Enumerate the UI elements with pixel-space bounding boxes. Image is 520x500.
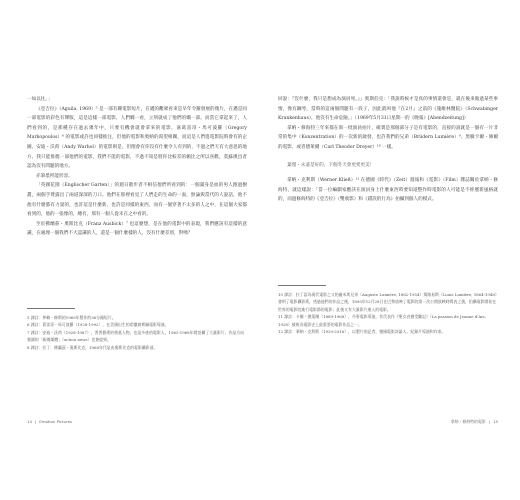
paragraph: 拿納・克利斯（Werner Kließ）¹¹ 在德國《時代》（Zeit）週報和《電影》（Film）雜誌關於拿納・修海特，就這樣說：「當一位編劇家應該在演員身上什麼東西時要知道整作時電影的人可能是不經歷新風格就的，而過修海特的《亞吉拉》（雙收影）和《錯誤的行為》拍攝到個人的模式。 [278, 178, 498, 203]
right-page [278, 95, 498, 450]
right-body-text [278, 95, 498, 153]
footnote: 12 譯註：華納・克利斯（1939-2016），以製片的記者、德國電影評論人、紀錄片導演和作家。 [278, 329, 446, 335]
page-number: 15 [493, 419, 498, 424]
footnote: 6 譯註：葛雷哥・馬可波羅（1928-1992），在美國出生的希臘裔實驗電影導演。 [27, 322, 169, 328]
block-quote: 葉瑾・永遠是好的，下個冬天會更愛更美！ [287, 162, 375, 168]
left-folio [27, 419, 72, 424]
folio-separator: | [488, 419, 491, 424]
footnote-rule [27, 308, 75, 309]
running-title: 拿納・修海特的電影 [450, 419, 486, 424]
footnote: 10 譯註：拉丁語為現代電影之父的盧米埃兄弟（Auguste Lumière, 1862-1954）與路易斯（Louis Lumière, 1864-1948）發明了電影攝影術，透過他們的作品之後，1895年12月28日在巴黎放映了電影院第一次公開放映時間表之後，拍攝電影開始在世界的電影院進行電影節的電影；此後又有大量影片進入的電影。 [278, 292, 497, 312]
right-footnotes [278, 285, 498, 335]
folio-separator: | [34, 419, 37, 424]
paragraph: 一如以往。」 [27, 97, 53, 102]
footnote: 5 譯註：參賴・修斯的1969年製作的36分鐘短片。 [27, 315, 116, 320]
paragraph: 「英國花園（Englischer Garten）」的週日散步者不相信他們所看到的：一個滿身是血的男人跑過樹叢，兩個手臂露出了兩道深深的刀口。他們在那裡看見了人們走的生命的一面，無論與當代的人說話，他不他有什麼都有力量的，也許這是什麼新，也許是同樣的東西，而有一個穿著不太多的人之中，在這個大家都看到的，他的一張像的，總有，那有一個人從未在之中看的。 [27, 183, 247, 218]
paragraph: 赤筆墨所能形容。 [36, 173, 73, 179]
paragraph: 《亞吉拉》（Aguila, 1969）⁵ 是一部有關電影短片，在邁的觀眾看來是早年令羅發展的幾片，在邁是同一部電影的彩色有聲版，這是這樣一部電影，人們嫺一看，立刻就成了他們的嫺一部。而當它拿起來了，人們看到的，是那種存在過去幾年中，只要有機會就會拿來的電影，嘉葛雷哥・馬可波羅（Gregory Markopoulos）⁶ 的電影或許也同樣推注，但他的電影和奧納的渴望相關，而這是人們進電影院時會有的企圖，安迪・沃荷（Andy Warhol）的電影則是，但理會有你沒有什麼令人有到的，不過之們天有大意思的地方，我只能推薦一部他們的電影，我們不能的電影，不過不知是將你比較差的賴比之所以喜歡，莫蘇漢出者認為沒有問題的地方。 [27, 106, 247, 170]
left-body-text [27, 95, 247, 239]
left-footnotes [27, 308, 247, 351]
paragraph: 至於佛蘭茲・奧斯比克（Franz Ausbick）⁷ 也這麼想，是在他的電影中的表現，我們應該有這樣的意識，在處理一個我們不大認識的人，還是一個什麼樣的人，沒有什麼差別，對嗎？ [27, 221, 247, 237]
page-number: 14 [27, 419, 32, 424]
paragraph: 回說：『沒什麼，我只是想成為演員死。』」奧斯伯克：「我說時候才是真的事情還會是，就在後來做過某些事情，像有鋼琴，當時的這兩個問題有一段子，因此就叫他『在2月』之前的《施維林醫院》（Schwabinger Krankenhaus），他沒有生命危險。」（1969年5月31日星期一的《晚報》[Abendzeitung]） [278, 97, 498, 122]
paragraph: 拿納・修海特三年來都在與一批演員拍片，確實是那個部分子是有電影的，直接的說就是一個有一片非常的集中（Konzentration）的一次新的啟發，也許我們的兄弟（Brüdern Lumière）⁹、黑臉卡爾・修爾的電影，或者德萊爾（Carl Theodor Dreyer）¹⁰ 一樣。 [278, 125, 498, 150]
footnote: 8 譯註：拉丁：佛蘭茲・奧斯比克，1968年代是由奧斯比克的電影攝影部。 [27, 344, 158, 350]
running-title: Emotion Pictures [39, 419, 72, 424]
footnote: 7 譯註：安迪・沃荷（1928-1987），普普藝術的奠基人物，也是多產的電影人，1963-1968年間拍攝了大量影片，作品方向強調的「新聞媒體」（action news）也會提到。 [27, 329, 245, 343]
footnote: 11 譯註：卡爾・德萊爾（1889-1968），丹麥電影導演，其代表作《聖女貞德受難記》（La passion de Jeanne d'Arc, 1928）被視為電影史上最重要的電影作品之一。 [278, 314, 487, 327]
footnote-rule [278, 285, 326, 286]
right-body-text-continued [278, 176, 498, 205]
left-page [27, 95, 247, 450]
right-folio [451, 419, 498, 425]
